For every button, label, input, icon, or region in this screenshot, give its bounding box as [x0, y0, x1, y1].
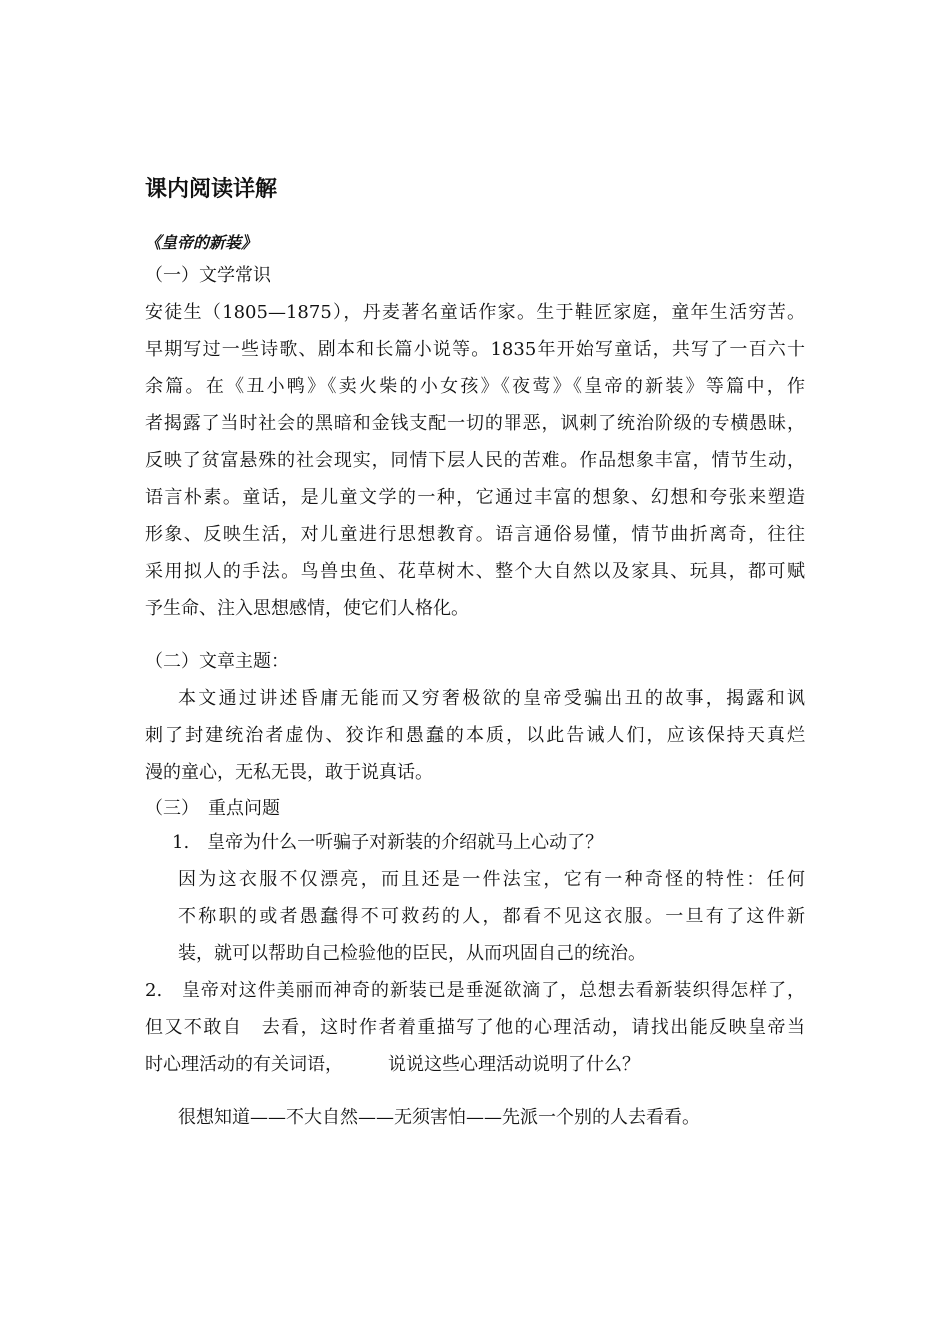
answer-line: 装，就可以帮助自己检验他的臣民，从而巩固自己的统治。: [178, 943, 646, 964]
paragraph-line: 形象、反映生活，对儿童进行思想教育。语言通俗易懂，情节曲折离奇，往往: [145, 524, 805, 545]
paragraph-line: 刺了封建统治者虚伪、狡诈和愚蠢的本质，以此告诫人们，应该保持天真烂: [145, 725, 805, 746]
paragraph-line: 余篇。在《丑小鸭》《卖火柴的小女孩》《夜莺》《皇帝的新装》等篇中，作: [145, 376, 805, 397]
paragraph-line: 反映了贫富悬殊的社会现实，同情下层人民的苦难。作品想象丰富，情节生动，: [145, 450, 805, 471]
question-2-line: 时心理活动的有关词语， 说说这些心理活动说明了什么？: [145, 1054, 640, 1075]
question-2-line: 但又不敢自 去看，这时作者着重描写了他的心理活动，请找出能反映皇帝当: [145, 1017, 805, 1038]
answer-line: 不称职的或者愚蠢得不可救药的人，都看不见这衣服。一旦有了这件新: [178, 906, 805, 927]
paragraph-line: 早期写过一些诗歌、剧本和长篇小说等。1835年开始写童话，共写了一百六十: [145, 339, 805, 360]
question-2-line: 2. 皇帝对这件美丽而神奇的新装已是垂涎欲滴了，总想去看新装织得怎样了，: [145, 980, 805, 1001]
paragraph-line: 予生命、注入思想感情，使它们人格化。: [145, 598, 469, 619]
section-heading: （三） 重点问题: [145, 798, 280, 819]
paragraph-line: 安徒生（1805—1875），丹麦著名童话作家。生于鞋匠家庭，童年生活穷苦。: [145, 302, 805, 323]
page-title: 课内阅读详解: [145, 177, 278, 202]
paragraph-line: 采用拟人的手法。鸟兽虫鱼、花草树木、整个大自然以及家具、玩具，都可赋: [145, 561, 805, 582]
paragraph-line: 漫的童心，无私无畏，敢于说真话。: [145, 762, 433, 783]
section-heading: （一）文学常识: [145, 265, 271, 286]
paragraph-line: 者揭露了当时社会的黑暗和金钱支配一切的罪恶，讽刺了统治阶级的专横愚昧，: [145, 413, 805, 434]
paragraph-line: 语言朴素。童话，是儿童文学的一种，它通过丰富的想象、幻想和夸张来塑造: [145, 487, 805, 508]
question-1: 1. 皇帝为什么一听骗子对新装的介绍就马上心动了？: [172, 832, 604, 853]
answer-line: 因为这衣服不仅漂亮，而且还是一件法宝，它有一种奇怪的特性：任何: [178, 869, 805, 890]
answer-line: 很想知道——不大自然——无须害怕——先派一个别的人去看看。: [178, 1107, 700, 1128]
paragraph-line: 本文通过讲述昏庸无能而又穷奢极欲的皇帝受骗出丑的故事，揭露和讽: [178, 688, 805, 709]
section-heading: （二）文章主题：: [145, 651, 289, 672]
article-title: 《皇帝的新装》: [145, 233, 258, 252]
